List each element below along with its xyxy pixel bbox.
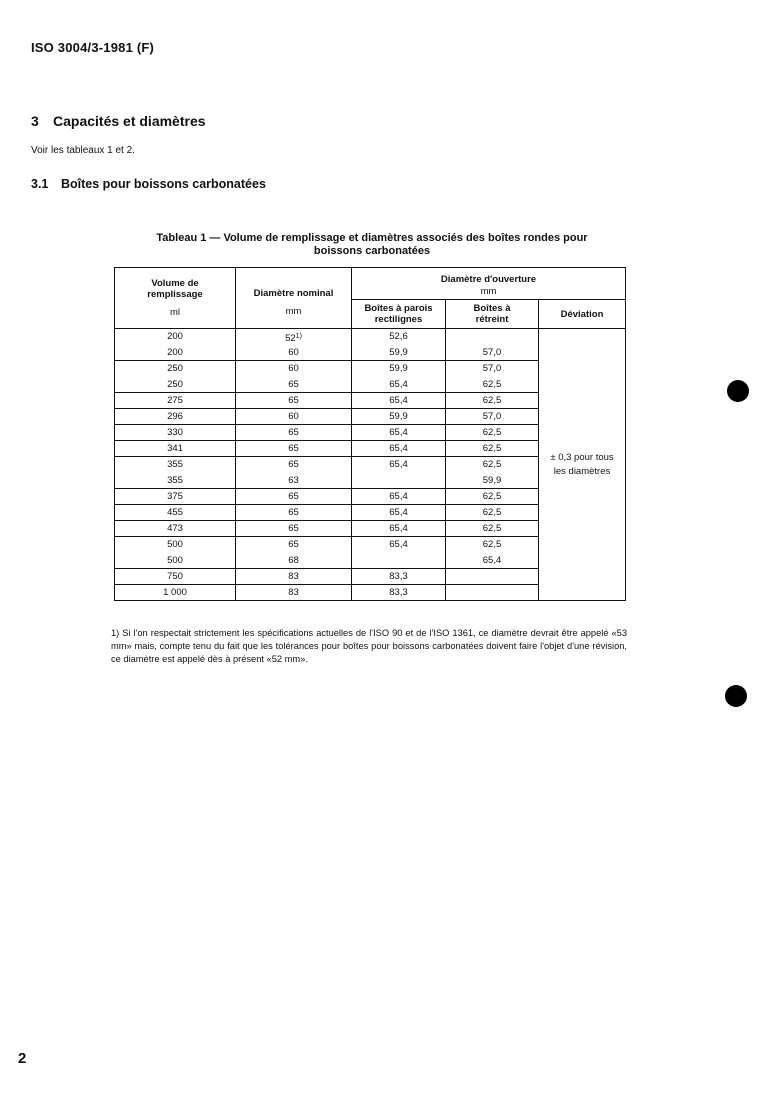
punch-hole-bottom: [725, 685, 747, 707]
cell-nominal: 65: [236, 489, 352, 505]
punch-hole-top: [727, 380, 749, 402]
cell-straight: 83,3: [352, 569, 446, 585]
cell-necked: 62,5: [446, 393, 539, 409]
cell-nominal: 65: [236, 441, 352, 457]
header-volume-line2: remplissage: [147, 289, 203, 300]
cell-straight: [352, 473, 445, 489]
capacity-diameter-table: [114, 267, 626, 601]
cell-volume: 200: [167, 346, 183, 358]
cell-necked: [446, 329, 538, 345]
cell-necked: 57,0: [482, 346, 502, 358]
cell-volume: 473: [115, 521, 236, 537]
section-number: 3: [31, 113, 39, 129]
cell-straight: [352, 553, 445, 569]
cell-straight: 65,4: [352, 393, 446, 409]
cell-necked: 62,5: [482, 539, 502, 550]
header-necked-cans: [446, 300, 539, 329]
cell-volume: 455: [115, 505, 236, 521]
cell-nominal: 65: [236, 425, 352, 441]
header-opening-diameter: [352, 268, 626, 300]
cell-necked: 59,9: [482, 474, 502, 486]
cell-nominal: 83: [236, 569, 352, 585]
header-volume: [115, 268, 236, 329]
cell-nominal: 63: [288, 474, 299, 486]
subsection-number: 3.1: [31, 177, 49, 191]
subsection-heading: [31, 177, 266, 191]
cell-volume: 500: [167, 539, 183, 550]
cell-straight: 65,4: [352, 425, 446, 441]
cell-necked: [446, 585, 539, 601]
cell-volume: 341: [115, 441, 236, 457]
cell-straight: 65,4: [389, 459, 408, 470]
subsection-title: Boîtes pour boissons carbonatées: [61, 177, 266, 191]
table-footnote: 1) Si l'on respectait strictement les spécifications actuelles de l'ISO 90 et de l'ISO 1361, ce diamètre devrait être appelé «53 mm» mais, compte tenu du fait que les tolérances pour boîtes pour boissons carbonatées doivent faire l'objet d'une révision, ce diamètre est appelé dès à présent «52 mm».: [111, 628, 627, 664]
header-opening-unit: mm: [480, 285, 497, 297]
table-caption-line1: Tableau 1 — Volume de remplissage et diamètres associés des boîtes rondes pour: [156, 232, 588, 244]
cell-nominal: [236, 329, 351, 345]
section-intro: Voir les tableaux 1 et 2.: [31, 145, 135, 156]
cell-nominal: 68: [288, 554, 299, 566]
cell-straight: 65,4: [352, 521, 446, 537]
cell-straight: 83,3: [352, 585, 446, 601]
cell-nominal: 83: [236, 585, 352, 601]
cell-straight: 52,6: [389, 331, 408, 342]
cell-nominal-value: 52: [285, 333, 296, 344]
deviation-line1: ± 0,3 pour tous: [550, 451, 614, 463]
cell-necked: 62,5: [446, 425, 539, 441]
table-caption: [118, 232, 626, 258]
cell-necked: 62,5: [482, 378, 502, 390]
cell-nominal: 65: [288, 459, 299, 470]
header-straight-line2: rectilignes: [374, 314, 423, 325]
header-nominal-label: Diamètre nominal: [253, 287, 334, 299]
header-necked-line2: rétreint: [475, 314, 509, 325]
section-heading: [31, 113, 206, 129]
cell-volume: 1 000: [115, 585, 236, 601]
cell-volume: 355: [167, 459, 183, 470]
cell-deviation: [539, 329, 626, 601]
cell-nominal: 60: [288, 363, 299, 374]
document-id: ISO 3004/3-1981 (F): [31, 40, 155, 55]
header-opening-label: Diamètre d'ouverture: [440, 273, 537, 285]
cell-nominal: 65: [236, 505, 352, 521]
section-title: Capacités et diamètres: [53, 113, 206, 129]
cell-volume: 750: [115, 569, 236, 585]
cell-nominal: 60: [288, 346, 299, 358]
cell-volume: 330: [115, 425, 236, 441]
deviation-line2: les diamètres: [553, 465, 611, 477]
cell-necked: 62,5: [446, 489, 539, 505]
cell-volume: 250: [167, 363, 183, 374]
header-necked-line1: Boîtes à: [473, 303, 511, 314]
cell-volume: 500: [167, 554, 183, 566]
page-number: 2: [18, 1050, 27, 1067]
header-straight-line1: Boîtes à parois: [364, 303, 433, 314]
cell-straight: 59,9: [389, 363, 408, 374]
table-caption-line2: boissons carbonatées: [313, 245, 431, 257]
cell-nominal: 65: [236, 393, 352, 409]
cell-nominal: 65: [288, 378, 299, 390]
cell-necked: 57,0: [482, 363, 502, 374]
header-volume-line1: Volume de: [151, 278, 199, 289]
cell-straight: 65,4: [389, 378, 408, 390]
cell-necked: 65,4: [482, 554, 502, 566]
cell-nominal: 60: [236, 409, 352, 425]
cell-straight: 59,9: [352, 409, 446, 425]
cell-straight: 65,4: [352, 489, 446, 505]
header-straight-cans: [352, 300, 446, 329]
cell-necked: 57,0: [446, 409, 539, 425]
cell-straight: 65,4: [389, 539, 408, 550]
cell-necked: 62,5: [482, 459, 502, 470]
cell-volume: 375: [115, 489, 236, 505]
header-nominal-diameter: [236, 268, 352, 329]
table-row: [115, 329, 626, 361]
cell-straight: 59,9: [389, 346, 408, 358]
header-nominal-unit: mm: [285, 305, 302, 317]
cell-nominal: 65: [236, 521, 352, 537]
cell-necked: 62,5: [446, 505, 539, 521]
cell-necked: 62,5: [446, 441, 539, 457]
cell-straight: 65,4: [352, 505, 446, 521]
cell-necked: 62,5: [446, 521, 539, 537]
cell-volume: 250: [167, 378, 183, 390]
cell-straight: 65,4: [352, 441, 446, 457]
cell-volume: 296: [115, 409, 236, 425]
cell-volume: 275: [115, 393, 236, 409]
cell-nominal: 65: [288, 539, 299, 550]
header-deviation: Déviation: [539, 300, 626, 329]
footnote-marker: 1): [295, 333, 302, 340]
cell-necked: [446, 569, 539, 585]
cell-volume: 355: [167, 474, 183, 486]
cell-volume: 200: [167, 331, 183, 342]
header-volume-unit: ml: [169, 307, 181, 318]
